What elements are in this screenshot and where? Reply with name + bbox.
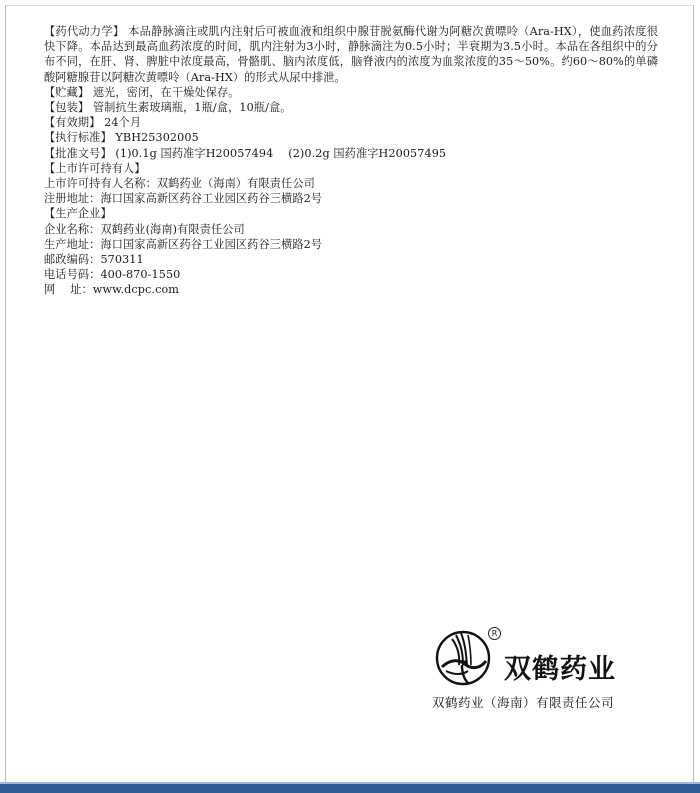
package-title: 【包装】 (44, 101, 90, 115)
bottom-bar (0, 784, 700, 793)
approval-section (44, 146, 658, 161)
manufacturer-postcode: 邮政编码：570311 (44, 253, 144, 267)
storage-section (44, 85, 658, 100)
manufacturer-title: 【生产企业】 (44, 207, 112, 221)
manufacturer-address: 生产地址：海口国家高新区药谷工业园区药谷三横路2号 (44, 237, 323, 251)
approval-text: (1)0.1g 国药准字H20057494 (2)0.2g 国药准字H20057495 (115, 146, 447, 160)
manufacturer-phone: 电话号码：400-870-1550 (44, 268, 181, 282)
standard-text: YBH25302005 (115, 131, 199, 145)
company-logo (432, 625, 622, 715)
pharmacokinetics-section (44, 24, 658, 85)
registered-mark: R (488, 627, 501, 640)
company-name: 双鹤药业（海南）有限责任公司 (432, 695, 615, 710)
standard-section (44, 130, 658, 145)
manufacturer-name: 企业名称：双鹤药业(海南)有限责任公司 (44, 222, 245, 236)
package-section (44, 100, 658, 115)
mah-name: 上市许可持有人名称：双鹤药业（海南）有限责任公司 (44, 177, 315, 191)
storage-text: 遮光，密闭，在干燥处保存。 (92, 85, 240, 99)
crane-logo-icon (432, 625, 494, 687)
standard-title: 【执行标准】 (44, 131, 112, 145)
validity-text: 24个月 (104, 116, 142, 130)
brand-name: 双鹤药业 (504, 654, 616, 685)
pharmacokinetics-title: 【药代动力学】 (44, 25, 125, 38)
mah-title: 【上市许可持有人】 (44, 161, 146, 175)
pharmacokinetics-text: 本品静脉滴注或肌内注射后可被血液和组织中腺苷脱氨酶代谢为阿糖次黄嘌呤（Ara-HX），使血药浓度很快下降。本品达到最高血药浓度的时间，肌内注射为3小时，静脉滴注为0.5小时；半衰期为3.5小时。本品在各组织中的分布不同，在肝、肾、脾脏中浓度最高，骨骼肌、脑内浓度低，脑脊液内的浓度为血浆浓度的35～50%。约60～80%的单磷酸阿糖腺苷以阿糖次黄嘌呤（Ara-HX）的形式从尿中排泄。 (44, 25, 659, 84)
leaflet-content (44, 24, 658, 298)
validity-section (44, 115, 658, 130)
package-text: 管制抗生素玻璃瓶，1瓶/盒，10瓶/盒。 (92, 101, 292, 115)
mah-address: 注册地址：海口国家高新区药谷工业园区药谷三横路2号 (44, 192, 323, 206)
manufacturer-website: 网 址：www.dcpc.com (44, 283, 179, 297)
approval-title: 【批准文号】 (44, 146, 112, 160)
validity-title: 【有效期】 (44, 116, 101, 130)
storage-title: 【贮藏】 (44, 85, 90, 99)
